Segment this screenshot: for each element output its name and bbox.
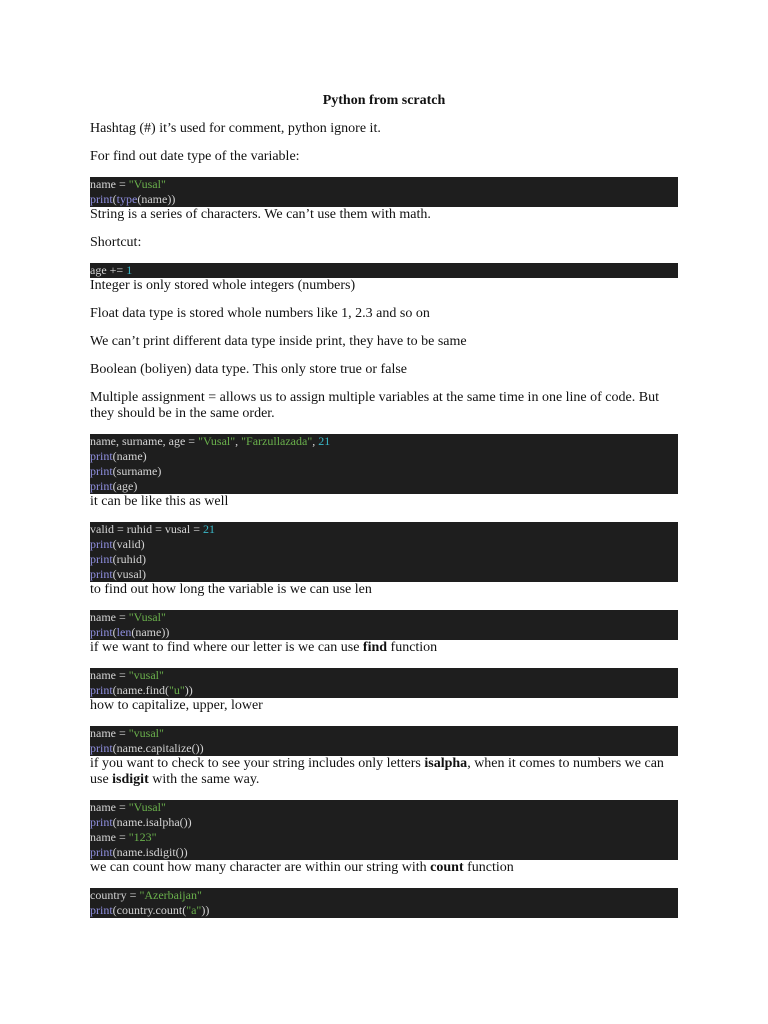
paragraph-find-type: For find out date type of the variable: xyxy=(90,149,300,164)
paragraph-boolean: Boolean (boliyen) data type. This only store true or false xyxy=(90,362,407,377)
code-line: print(name) xyxy=(90,449,147,463)
paragraph-string: String is a series of characters. We can’t use them with math. xyxy=(90,207,431,222)
code-line: name = "vusal" xyxy=(90,726,164,740)
paragraph-find: if we want to find where our letter is we can use find function xyxy=(90,640,438,655)
code-line: name = "Vusal" xyxy=(90,610,166,624)
paragraph-shortcut: Shortcut: xyxy=(90,235,142,250)
paragraph-hashtag: Hashtag (#) it’s used for comment, python ignore it. xyxy=(90,121,381,136)
code-line: age += 1 xyxy=(90,263,133,277)
code-line: name = "Vusal" xyxy=(90,800,166,814)
code-block-len xyxy=(90,610,678,640)
paragraph-isalpha: if you want to check to see your string includes only letters isalpha, when it comes to numbers we can use isdigit with the same way. xyxy=(90,756,664,787)
code-line: print(valid) xyxy=(90,537,145,551)
code-block-type xyxy=(90,177,678,207)
code-block-count xyxy=(90,888,678,918)
code-line: name = "Vusal" xyxy=(90,177,166,191)
code-line: print(country.count("a")) xyxy=(90,903,210,917)
paragraph-len: to find out how long the variable is we can use len xyxy=(90,582,372,597)
code-line: print(type(name)) xyxy=(90,192,176,206)
code-block-isalpha xyxy=(90,800,678,860)
paragraph-float: Float data type is stored whole numbers like 1, 2.3 and so on xyxy=(90,306,430,321)
code-line: country = "Azerbaijan" xyxy=(90,888,202,902)
code-line: name = "123" xyxy=(90,830,157,844)
page-title: Python from scratch xyxy=(322,93,446,108)
code-line: print(name.isdigit()) xyxy=(90,845,188,859)
document xyxy=(90,93,678,918)
code-line: print(age) xyxy=(90,479,138,493)
code-block-chained-assignment xyxy=(90,522,678,582)
paragraph-integer: Integer is only stored whole integers (numbers) xyxy=(90,278,356,293)
code-line: print(name.isalpha()) xyxy=(90,815,192,829)
code-line: name = "vusal" xyxy=(90,668,164,682)
paragraph-capitalize: how to capitalize, upper, lower xyxy=(90,698,263,713)
code-line: valid = ruhid = vusal = 21 xyxy=(90,522,215,536)
code-line: print(vusal) xyxy=(90,567,146,581)
code-line: print(name.capitalize()) xyxy=(90,741,204,755)
paragraph-print-types: We can’t print different data type inside print, they have to be same xyxy=(90,334,467,349)
code-block-multiple-assignment xyxy=(90,434,678,494)
code-line: print(len(name)) xyxy=(90,625,170,639)
code-block-shortcut xyxy=(90,263,678,278)
code-line: print(name.find("u")) xyxy=(90,683,193,697)
paragraph-like-this: it can be like this as well xyxy=(90,494,229,509)
code-line: name, surname, age = "Vusal", "Farzullazada", 21 xyxy=(90,434,331,448)
paragraph-multiple-assignment: Multiple assignment = allows us to assign multiple variables at the same time in one line of code. But they should be in the same order. xyxy=(90,390,659,421)
code-line: print(surname) xyxy=(90,464,162,478)
paragraph-count: we can count how many character are within our string with count function xyxy=(90,860,514,875)
code-block-capitalize xyxy=(90,726,678,756)
code-block-find xyxy=(90,668,678,698)
code-line: print(ruhid) xyxy=(90,552,146,566)
